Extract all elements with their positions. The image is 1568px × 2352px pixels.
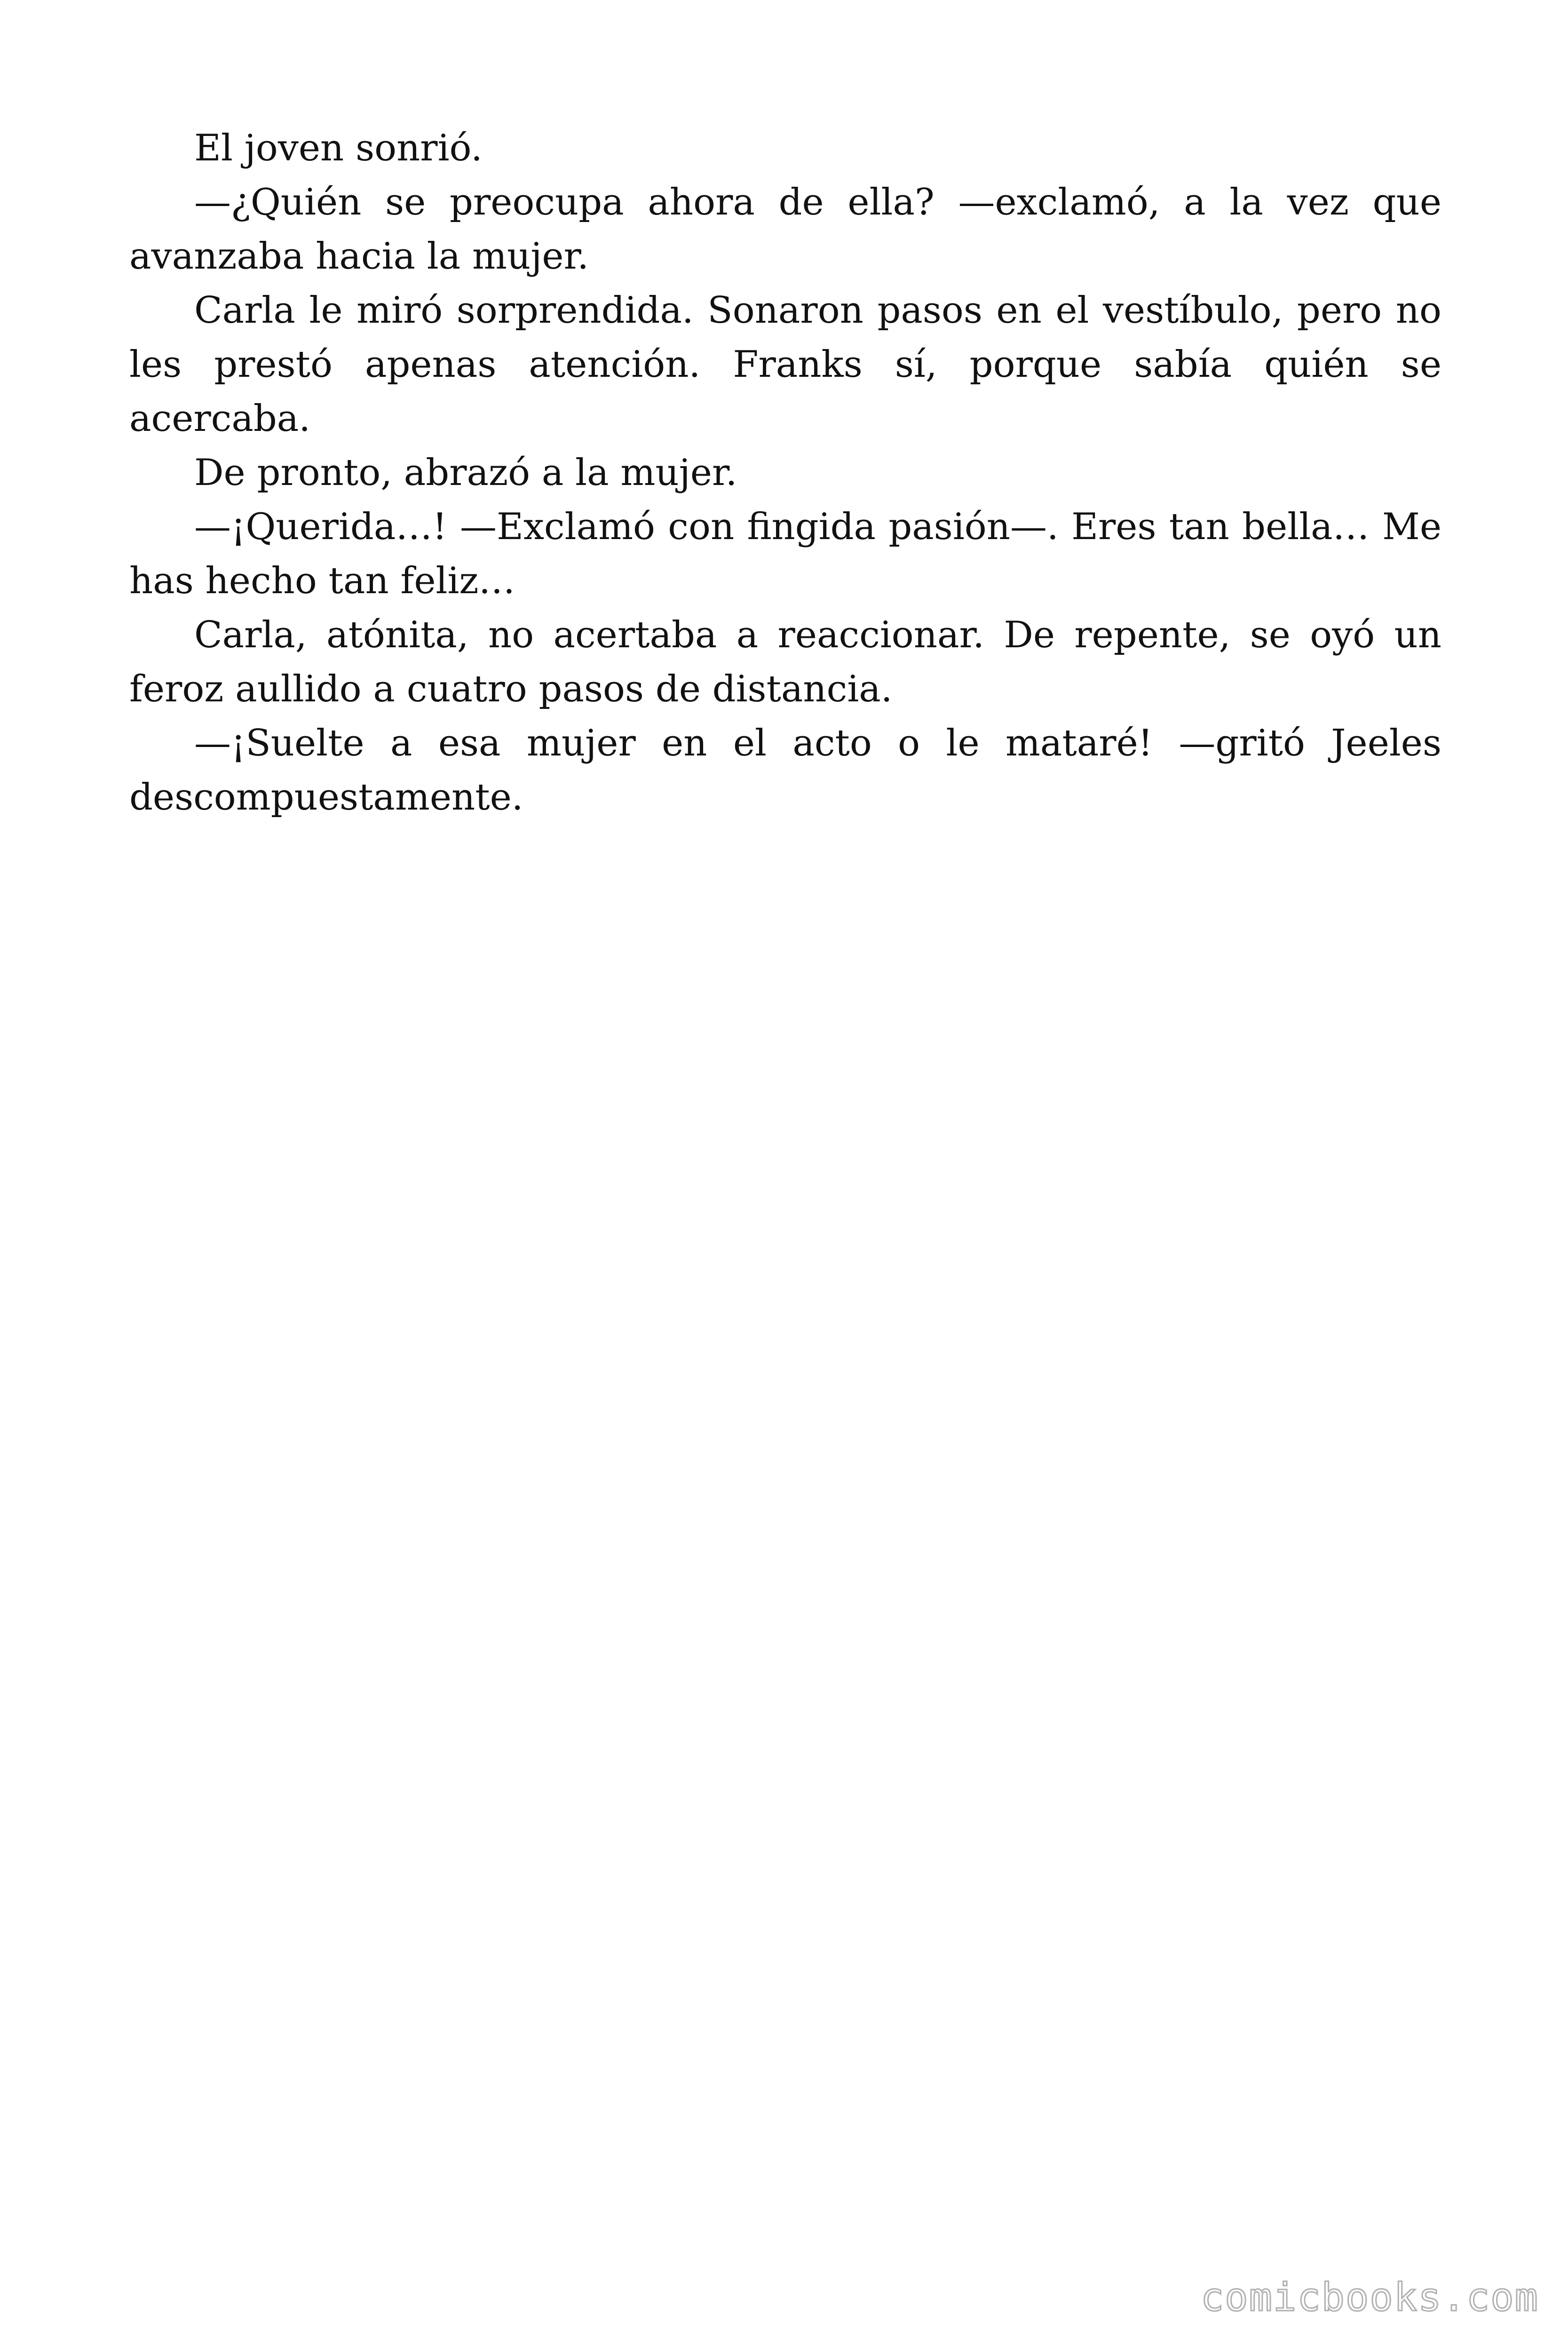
paragraph: Carla, atónita, no acertaba a reaccionar. De repente, se oyó un feroz aullido a cuatro pasos de distancia.	[129, 614, 1441, 710]
body-text	[129, 121, 1441, 825]
paragraph: —¡Querida…! —Exclamó con fingida pasión—. Eres tan bella… Me has hecho tan feliz…	[129, 506, 1441, 602]
watermark: comicbooks.com	[1200, 2275, 1539, 2320]
paragraph: De pronto, abrazó a la mujer.	[194, 452, 737, 494]
paragraph: —¡Suelte a esa mujer en el acto o le mataré! —gritó Jeeles descompuestamente.	[129, 722, 1441, 818]
paragraph: —¿Quién se preocupa ahora de ella? —exclamó, a la vez que avanzaba hacia la mujer.	[129, 181, 1441, 278]
paragraph: Carla le miró sorprendida. Sonaron pasos en el vestíbulo, pero no les prestó apenas atención. Franks sí, porque sabía quién se acercaba.	[129, 289, 1441, 440]
paragraph: El joven sonrió.	[194, 127, 483, 169]
